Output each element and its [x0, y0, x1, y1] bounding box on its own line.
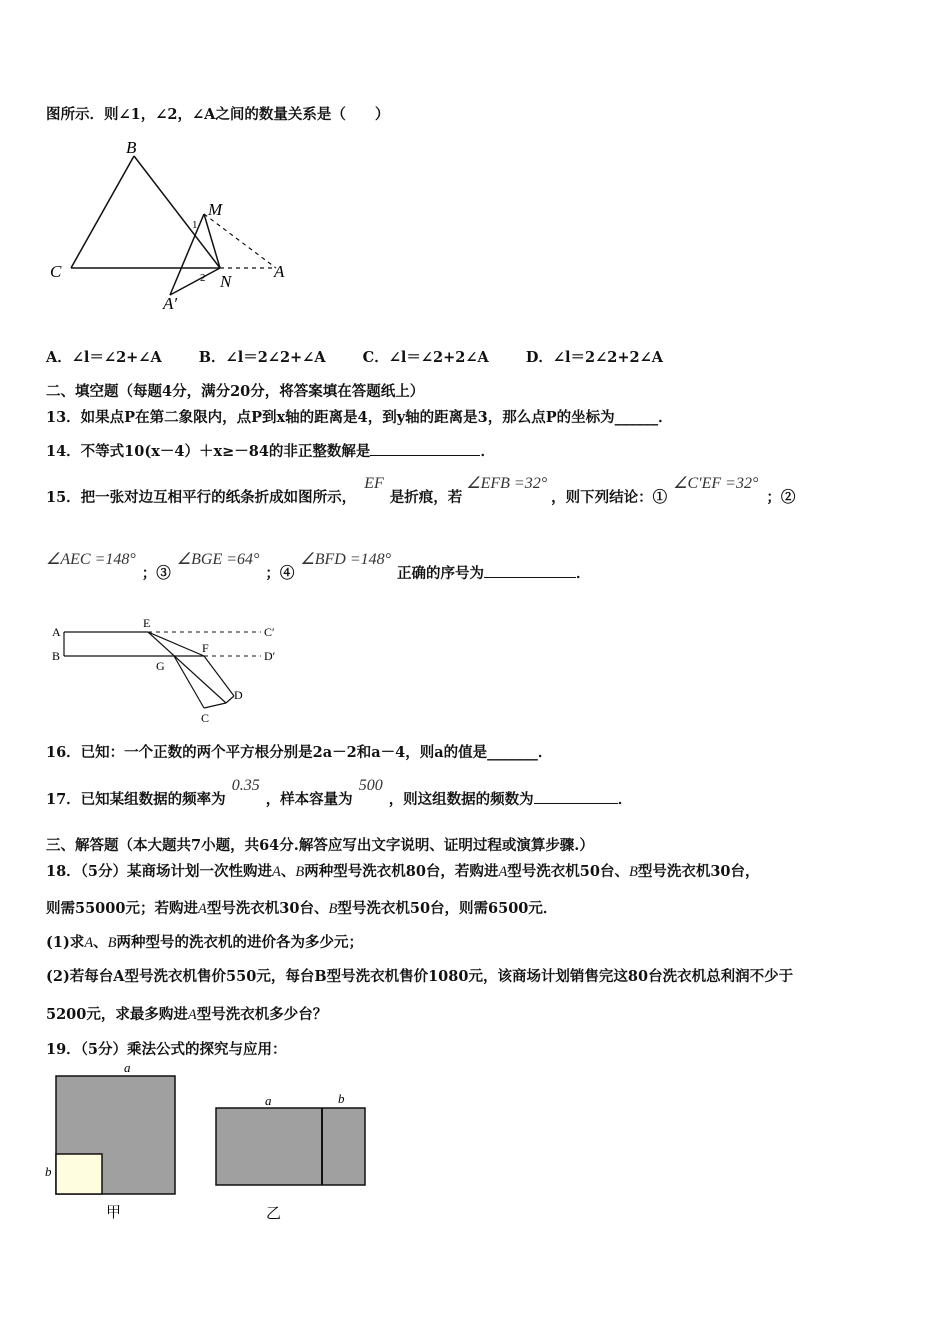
q15-ef: EF	[364, 475, 384, 492]
q15-conclusion-4: ∠BFD =148°	[300, 551, 392, 568]
q17: 17．已知某组数据的频率为0.35，样本容量为500，则这组数据的频数为 ．	[46, 777, 633, 808]
option-c: C．∠l＝∠2+2∠A	[362, 349, 489, 366]
label-angle-1: 1	[192, 219, 198, 231]
q15-line1: 15．把一张对边互相平行的纸条折成如图所示，EF是折痕，若∠EFB =32°，则下列结论：①∠C′EF =32°；②	[46, 475, 796, 506]
q15-figure	[46, 614, 306, 729]
q18-line1: 18．（5分）某商场计划一次性购进A、B两种型号洗衣机80台，若购进A型号洗衣机50台、B型号洗衣机30台，	[46, 863, 760, 880]
q15-line2: ∠AEC =148°；③∠BGE =64°；④∠BFD =148°正确的序号为 ．	[46, 551, 591, 582]
label-A: A	[52, 625, 61, 639]
q17-sample-size: 500	[358, 777, 383, 794]
jia-label-b: b	[45, 1164, 52, 1179]
q18-part1: (1)求A、B两种型号的洗衣机的进价各为多少元；	[46, 934, 364, 951]
option-d: D．∠l＝2∠2+2∠A	[525, 349, 664, 366]
yi-label-a: a	[265, 1093, 272, 1108]
q17-frequency: 0.35	[231, 777, 260, 794]
label-D: D	[234, 688, 243, 702]
q15-blank	[484, 563, 576, 578]
q18-part2-cont: 5200元，求最多购进A型号洗衣机多少台？	[46, 1006, 328, 1023]
label-M: M	[208, 200, 223, 219]
q12-options	[46, 346, 663, 367]
yi-caption: 乙	[266, 1206, 282, 1222]
q19-figure-yi	[210, 1088, 375, 1228]
q13: 13．如果点P在第二象限内，点P到x轴的距离是4，到y轴的距离是3，那么点P的坐标为______．	[46, 409, 673, 426]
section-3-title: 三、解答题（本大题共7小题，共64分.解答应写出文字说明、证明过程或演算步骤.）	[46, 837, 594, 854]
q19: 19．（5分）乘法公式的探究与应用：	[46, 1041, 287, 1058]
q18-line2: 则需55000元；若购进A型号洗衣机30台、B型号洗衣机50台，则需6500元．	[46, 900, 558, 917]
label-D-prime: D′	[264, 649, 276, 663]
label-F: F	[202, 641, 209, 655]
label-G: G	[156, 659, 165, 673]
label-E: E	[143, 616, 151, 630]
label-A-prime: A′	[163, 294, 178, 313]
jia-caption: 甲	[106, 1205, 122, 1221]
label-B: B	[52, 649, 61, 663]
q12-figure	[40, 135, 300, 315]
q12-stem: 图所示．则∠1，∠2，∠A之间的数量关系是（ ）	[46, 106, 390, 123]
q18-part2: (2)若每台A型号洗衣机售价550元，每台B型号洗衣机售价1080元，该商场计划销售完这80台洗衣机总利润不少于	[46, 968, 794, 985]
q14: 14．不等式10(x－4）＋x≥－84的非正整数解是 ．	[46, 443, 495, 460]
label-A: A	[274, 262, 285, 281]
q14-blank	[370, 441, 480, 456]
option-b: B．∠l＝2∠2+∠A	[198, 349, 326, 366]
jia-label-a: a	[124, 1060, 131, 1075]
section-2-title: 二、填空题（每题4分，满分20分，将答案填在答题纸上）	[46, 383, 425, 400]
label-C-prime: C′	[264, 625, 275, 639]
label-B: B	[126, 138, 137, 157]
q15-conclusion-2: ∠AEC =148°	[46, 551, 136, 568]
option-a: A．∠l＝∠2+∠A	[46, 349, 162, 366]
q15-conclusion-3: ∠BGE =64°	[176, 551, 260, 568]
label-N: N	[220, 272, 232, 291]
label-C: C	[201, 711, 210, 725]
label-C: C	[50, 262, 62, 281]
label-angle-2: 2	[200, 272, 206, 284]
q15-angle-efb: ∠EFB =32°	[466, 475, 548, 492]
yi-label-b: b	[338, 1091, 345, 1106]
q15-conclusion-1: ∠C′EF =32°	[673, 475, 759, 492]
q19-figure-jia	[40, 1060, 190, 1225]
q16: 16．已知：一个正数的两个平方根分别是2a－2和a－4，则a的值是_______．	[46, 744, 553, 761]
q17-blank	[534, 789, 618, 804]
